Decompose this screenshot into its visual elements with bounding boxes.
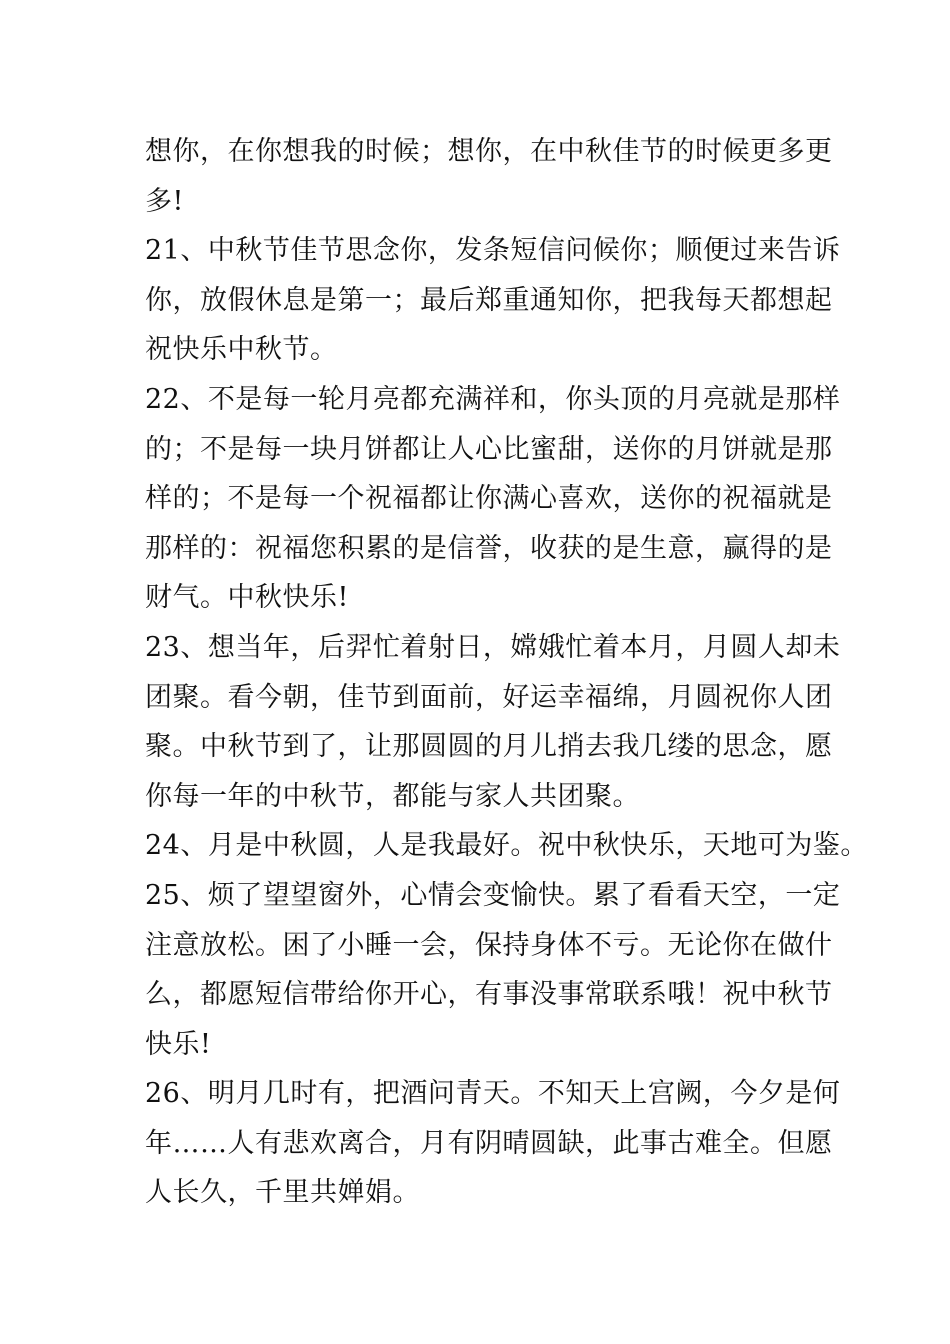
text-line: 你每一年的中秋节，都能与家人共团聚。	[145, 780, 640, 812]
text-line: 24、月是中秋圆，人是我最好。祝中秋快乐，天地可为鉴。	[145, 830, 868, 862]
text-line: 注意放松。困了小睡一会，保持身体不亏。无论你在做什	[145, 929, 833, 961]
text-line: 年……人有悲欢离合，月有阴晴圆缺，此事古难全。但愿	[145, 1127, 833, 1159]
text-line: 那样的：祝福您积累的是信誉，收获的是生意，赢得的是	[145, 532, 833, 564]
text-line: 么，都愿短信带给你开心，有事没事常联系哦！祝中秋节	[145, 979, 833, 1011]
text-line: 的；不是每一块月饼都让人心比蜜甜，送你的月饼就是那	[145, 433, 833, 465]
text-line: 样的；不是每一个祝福都让你满心喜欢，送你的祝福就是	[145, 483, 833, 515]
text-line: 团聚。看今朝，佳节到面前，好运幸福绵，月圆祝你人团	[145, 681, 833, 713]
text-line: 你，放假休息是第一；最后郑重通知你，把我每天都想起	[145, 284, 833, 316]
document-body	[145, 127, 868, 1218]
text-line: 快乐!	[145, 1028, 212, 1060]
text-line: 人长久，千里共婵娟。	[145, 1177, 420, 1209]
text-line: 财气。中秋快乐!	[145, 582, 349, 614]
text-line: 想你，在你想我的时候；想你，在中秋佳节的时候更多更	[145, 136, 833, 167]
text-line: 26、明月几时有，把酒问青天。不知天上宫阙，今夕是何	[145, 1078, 841, 1110]
text-line: 21、中秋节佳节思念你，发条短信问候你；顺便过来告诉	[145, 235, 841, 267]
text-line: 祝快乐中秋节。	[145, 334, 338, 366]
text-line: 聚。中秋节到了，让那圆圆的月儿捎去我几缕的思念，愿	[145, 731, 833, 763]
text-line: 23、想当年，后羿忙着射日，嫦娥忙着本月，月圆人却未	[145, 631, 841, 663]
text-line: 22、不是每一轮月亮都充满祥和，你头顶的月亮就是那样	[145, 383, 841, 415]
text-line: 多!	[145, 185, 184, 217]
text-line: 25、烦了望望窗外，心情会变愉快。累了看看天空，一定	[145, 879, 841, 911]
